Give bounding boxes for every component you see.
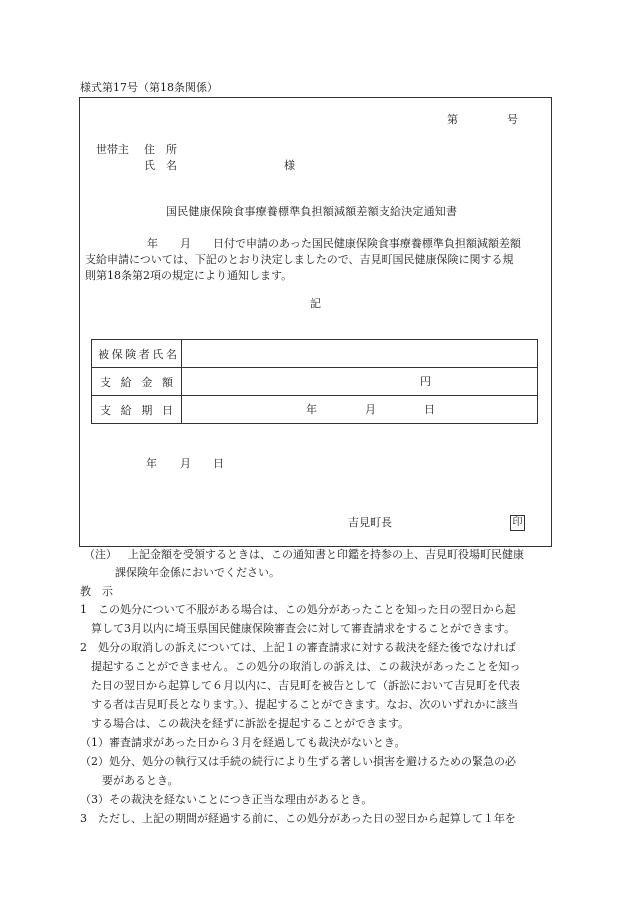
- body-line-3: 則第18条第2項の規定により通知します。: [85, 269, 293, 282]
- instruction-line: （2）処分、処分の執行又は手続の続行により生ずる著しい損害を避けるための緊急の必: [80, 755, 516, 768]
- date-year: 年: [146, 457, 157, 470]
- insured-name-label: 被 保 険 者 氏 名: [92, 340, 182, 368]
- name-label: 氏 名: [144, 159, 177, 172]
- date-month: 月: [180, 457, 191, 470]
- instruction-line: た日の翌日から起算して６月以内に、吉見町を被告として（訴訟において吉見町を代表: [80, 679, 520, 692]
- instruction-line: 算して3月以内に埼玉県国民健康保険審査会に対して審査請求をすることができます。: [80, 622, 516, 635]
- issuer: 吉見町長: [348, 516, 392, 529]
- household-head-label: 世帯主: [96, 143, 129, 156]
- note-line-2: 課保険年金係においでください。: [115, 566, 280, 579]
- payment-date-value: [182, 396, 538, 424]
- form-number: 様式第17号（第18条関係）: [80, 81, 218, 94]
- instruction-line: 2 処分の取消しの訴えについては、上記１の審査請求に対する裁決を経た後でなければ: [80, 641, 516, 654]
- document-number-suffix: 号: [507, 113, 518, 126]
- note-marker: （注）: [84, 548, 117, 561]
- instruction-line: （3）その裁決を経ないことにつき正当な理由があるとき。: [80, 793, 373, 806]
- document-number-prefix: 第: [447, 113, 458, 126]
- address-label: 住 所: [144, 143, 177, 156]
- ki-marker: 記: [310, 297, 321, 310]
- table-row: [92, 340, 538, 368]
- instruction-line: （1）審査請求があった日から３月を経過しても裁決がないとき。: [80, 736, 406, 749]
- table-row: [92, 368, 538, 396]
- insured-name-value: [182, 340, 538, 368]
- payment-date-label: 支 給 期 日: [92, 396, 182, 424]
- payment-amount-value: [182, 368, 538, 396]
- body-line-2: 支給申請については、下記のとおり決定しましたので、吉見町国民健康保険に関する規: [85, 253, 514, 266]
- document-title: 国民健康保険食事療養標準負担額減額差額支給決定通知書: [166, 205, 458, 218]
- instruction-line: 提起することができません。この処分の取消しの訴えは、この裁決があったことを知っ: [80, 660, 521, 673]
- note-line-1: 上記金額を受領するときは、この通知書と印鑑を持参の上、吉見町役場町民健康: [128, 548, 524, 561]
- date-day: 日: [213, 457, 224, 470]
- month-unit: 月: [365, 403, 376, 416]
- seal-box: 印: [510, 515, 525, 531]
- table-row: [92, 396, 538, 424]
- instruction-line: 3 ただし、上記の期間が経過する前に、この処分があった日の翌日から起算して１年を: [80, 812, 516, 825]
- instruction-heading: 教 示: [80, 585, 113, 598]
- payment-amount-label: 支 給 金 額: [92, 368, 182, 396]
- instruction-line: する場合は、この裁決を経ずに訴訟を提起することができます。: [80, 717, 410, 730]
- yen-unit: 円: [420, 375, 431, 388]
- detail-table: [91, 339, 538, 424]
- honorific: 様: [284, 159, 295, 172]
- body-line-1: 年 月 日付で申請のあった国民健康保険食事療養標準負担額減額差額: [147, 237, 521, 250]
- year-unit: 年: [306, 403, 317, 416]
- instruction-line: する者は吉見町長となります。）、提起することができます。なお、次のいずれかに該当: [80, 698, 519, 711]
- instruction-line: 要があるとき。: [80, 774, 179, 787]
- instruction-line: 1 この処分について不服がある場合は、この処分があったことを知った日の翌日から起: [80, 603, 516, 616]
- day-unit: 日: [424, 403, 435, 416]
